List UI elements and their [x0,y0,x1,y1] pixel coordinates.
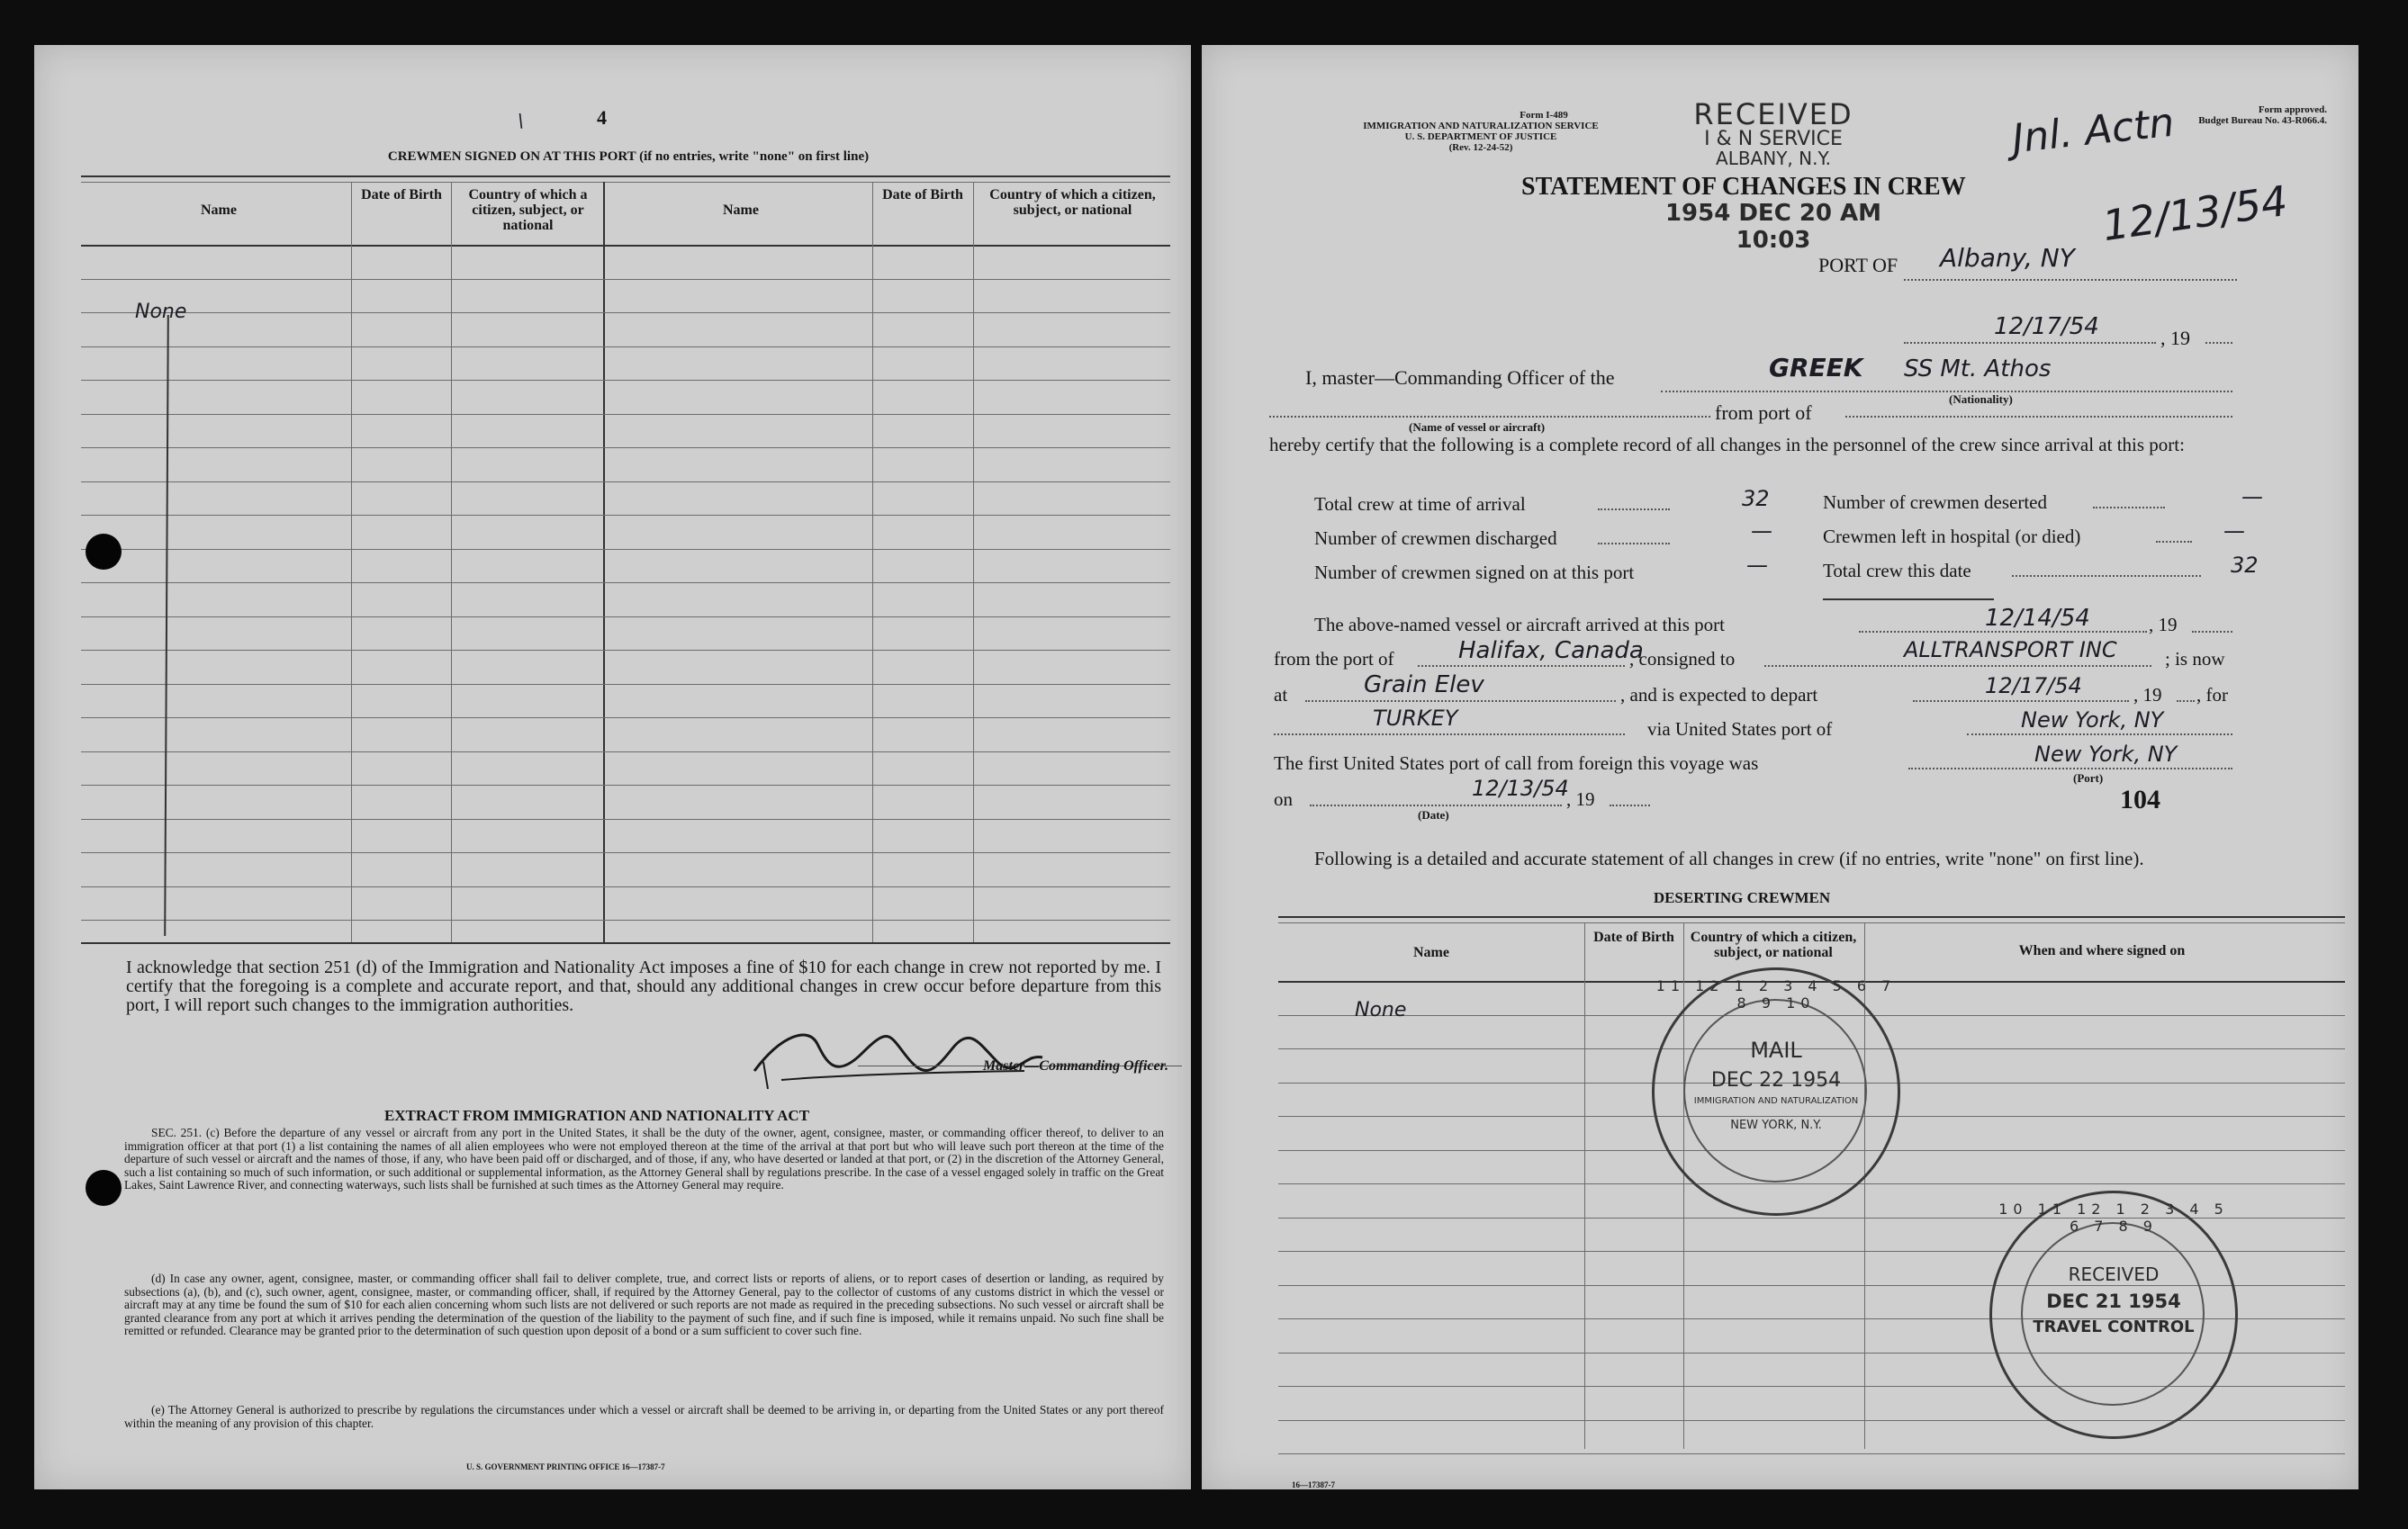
on-value: 12/13/54 [1472,776,1569,801]
desert-col-name: Name [1413,945,1449,960]
annotation-date: 12/13/54 [2099,175,2291,251]
at-value: Grain Elev [1364,671,1484,698]
table-rule [81,346,1170,347]
desert-col-signed-on: When and where signed on [2018,943,2186,958]
left-footer: U. S. GOVERNMENT PRINTING OFFICE 16—17387-7 [466,1462,665,1471]
from-port-of-value: Halifax, Canada [1458,637,1644,664]
extract-heading: EXTRACT FROM IMMIGRATION AND NATIONALITY ACT [383,1107,810,1124]
via-value: New York, NY [2021,707,2164,733]
table-rule [81,414,1170,415]
entry-none: None [135,301,187,323]
table-rule [81,515,1170,516]
pen-stroke [164,315,169,936]
expected-value: 12/17/54 [1985,673,2082,698]
table-rule [81,852,1170,853]
reference-number: 104 [2120,785,2160,814]
master-label: I, master—Commanding Officer of the [1305,366,1615,389]
table-rule [81,785,1170,786]
col-name-2: Name [723,202,759,218]
port-of-value: Albany, NY [1940,243,2075,273]
right-footer: 16—17387-7 [1292,1480,1335,1489]
punch-hole [86,1170,122,1206]
table-rule [81,447,1170,448]
arrived-value: 12/14/54 [1985,605,2090,632]
mail-stamp: 11 12 1 2 3 4 5 6 7 8 9 10 MAIL DEC 22 1954 IMMIGRATION AND NATURALIZATION NEW YORK, N.Y. [1652,967,1900,1216]
table-rule [81,920,1170,921]
col-country-2: Country of which a citizen, subject, or national [989,187,1156,218]
table-rule [81,312,1170,313]
from-port-label: from port of [1715,401,1812,424]
left-page [34,45,1191,1489]
table-rule [81,717,1170,718]
form-number: Form I-489 [1520,110,1568,121]
extract-sec-251-d: (d) In case any owner, agent, consignee, master, or commanding officer shall fail to deliver complete, true, and correct lists or reports of aliens, or to report cases of desertion or landing, as required by subsections (a), (b), and (c), such owner, agent, consignee, master, or commanding officer, shall, if required by the Attorney General, pay to the collector of customs of any customs district in which the vessel or aircraft may at any time be found the sum of $10 for each alien concerning whom such lists are not delivered or such reports are not made as required in the preceding subsections. No such vessel or aircraft shall be granted clearance from any port at which it arrives pending the determination of the question of the liability to the payment of such fine, and if such fine is imposed, while it remains unpaid. No such fine shall be remitted or refunded. Clearance may be granted prior to the determination of such question upon deposit of a bond or a sum sufficient to cover such fine. [124,1272,1164,1338]
extract-sec-251-e: (e) The Attorney General is authorized to prescribe by regulations the circumstances under which a vessel or aircraft shall be deemed to be arriving in, or departing from the United States or any port thereof within the meaning of any provision of this chapter. [124,1403,1164,1430]
department-name: U. S. DEPARTMENT OF JUSTICE [1404,131,1557,142]
desert-col-dob: Date of Birth [1593,930,1674,945]
port-of-label: PORT OF [1818,254,1898,276]
table-rule [81,650,1170,651]
table-rule [81,582,1170,583]
table-rule [81,819,1170,820]
desert-entry-none: None [1355,999,1407,1021]
consigned-value: ALLTRANSPORT INC [1904,637,2117,662]
arrived-label: The above-named vessel or aircraft arrived at this port [1314,614,1725,635]
acknowledgement-text: I acknowledge that section 251 (d) of the Immigration and Nationality Act imposes a fine of $10 for each change in crew not reported by me. I certify that the foregoing is a complete and accurate report, and that, should any additional changes in crew occur before departure from this port, I will report such changes to the immigration authorities. [126,958,1161,1015]
table-rule [1278,1420,2345,1421]
table-rule [81,616,1170,617]
annotation: Jnl. Actn [2009,99,2177,163]
form-title: STATEMENT OF CHANGES IN CREW [1521,173,1966,201]
col-country-1: Country of which a citizen, subject, or national [468,187,588,233]
budget-bureau: Budget Bureau No. 43-R066.4. [2198,115,2327,126]
table-rule [81,279,1170,280]
from-port-of-label: from the port of [1274,648,1394,670]
date-value: 12/17/54 [1994,313,2099,340]
nationality-value: GREEK [1769,353,1863,382]
vessel-value: SS Mt. Athos [1904,355,2052,382]
col-name-1: Name [201,202,237,218]
col-dob-2: Date of Birth [882,187,963,202]
signature-caption: Master—Commanding Officer. [983,1058,1168,1074]
table-rule [81,549,1170,550]
form-approved: Form approved. [2258,104,2327,115]
punch-hole [86,534,122,570]
right-page: Form I-489 IMMIGRATION AND NATURALIZATION SERVICE U. S. DEPARTMENT OF JUSTICE (Rev. 12-24-52) Form approved. Budget Bureau No. 43-R066.4. RECEIVED I & N SERVICE ALBANY, N.Y. 1954 DEC 20 AM 10:03 STATEMENT OF CHANGES IN CREW Jnl. Actn 12/13/54 PORT OF Albany, NY 12/17/54 , 19 I, master—Commanding Officer of the GREEK SS Mt. Athos (Nationality) from port of (Name of vessel or aircraft) hereby certify that the following is a complete record of all changes in the personnel of the crew since arrival at this port: Total crew at time of arrival 32 Number of crewmen deserted — Number of crewmen discharged — Crewmen left in hospital (or died) — Number of crewmen signed on at this port — Total crew this date 32 The above-named vessel or aircraft arrived at this port 12/14/54 , 19 from the port of Halifax, Canada , consigned to ALLTRANSPORT INC ; is now at Grain Elev , and is expected to depart 12/17/54 , 19 , for TURKEY via United States port of New York, NY The first United States port of call from foreign this voyage was New York, NY (Port) on 12/13/54 , 19 (Date) 104 Following is a detailed and accurate statement of all changes in crew (if no entries, write "none" on first line). DESERTING CREWMEN Name Date of Birth Country of which a citizen, subject, or national When and where signed on None 16—17387-7 [1202,45,2358,1489]
revision: (Rev. 12-24-52) [1448,142,1513,153]
first-port-value: New York, NY [2034,742,2178,767]
table-rule [81,684,1170,685]
table-rule [81,886,1170,887]
table-rule [81,481,1170,482]
col-dob-1: Date of Birth [361,187,442,202]
travel-control-stamp: 10 11 12 1 2 3 4 5 6 7 8 9 RECEIVED DEC 21 1954 TRAVEL CONTROL [1989,1191,2238,1439]
certify-text: hereby certify that the following is a complete record of all changes in the personnel of the crew since arrival at this port: [1269,434,2185,455]
desert-col-country: Country of which a citizen, subject, or national [1690,930,1857,960]
master-signature [727,1017,1105,1098]
page-number: 4 [597,106,607,129]
table-rule [81,751,1170,752]
first-port-label: The first United States port of call from foreign this voyage was [1274,752,1759,774]
following-text: Following is a detailed and accurate statement of all changes in crew (if no entries, write "none" on first line). [1314,848,2144,869]
table-rule [1278,1453,2345,1454]
destination-value: TURKEY [1373,706,1458,731]
received-stamp: RECEIVED [1693,97,1853,131]
deserting-heading: DESERTING CREWMEN [1653,889,1831,906]
extract-sec-251-c: SEC. 251. (c) Before the departure of any vessel or aircraft from any port in the United States, it shall be the duty of the owner, agent, consignee, master, or commanding officer thereof, to deliver to an immigration officer at that port (1) a list containing the names of all alien employees who were not employed thereon at the time of the arrival at that port but who will leave such port thereon at the time of the departure of such vessel or aircraft and the names of those, if any, who have been paid off or discharged, and of those, if any, who have deserted or landed at that port, or (2) in the discretion of the Attorney General, such a list containing so much of such information, or such additional or supplemental information, as the Attorney General shall by regulations prescribe. In the case of a vessel engaged solely in traffic on the Great Lakes, Saint Lawrence River, and connecting waterways, such lists shall be furnished at such times as the Attorney General may require. [124,1126,1164,1192]
table-rule [81,380,1170,381]
crewmen-signed-heading: CREWMEN SIGNED ON AT THIS PORT (if no entries, write "none" on first line) [387,149,870,164]
top-mark: \ [518,110,524,131]
agency-name: IMMIGRATION AND NATURALIZATION SERVICE [1363,121,1599,131]
